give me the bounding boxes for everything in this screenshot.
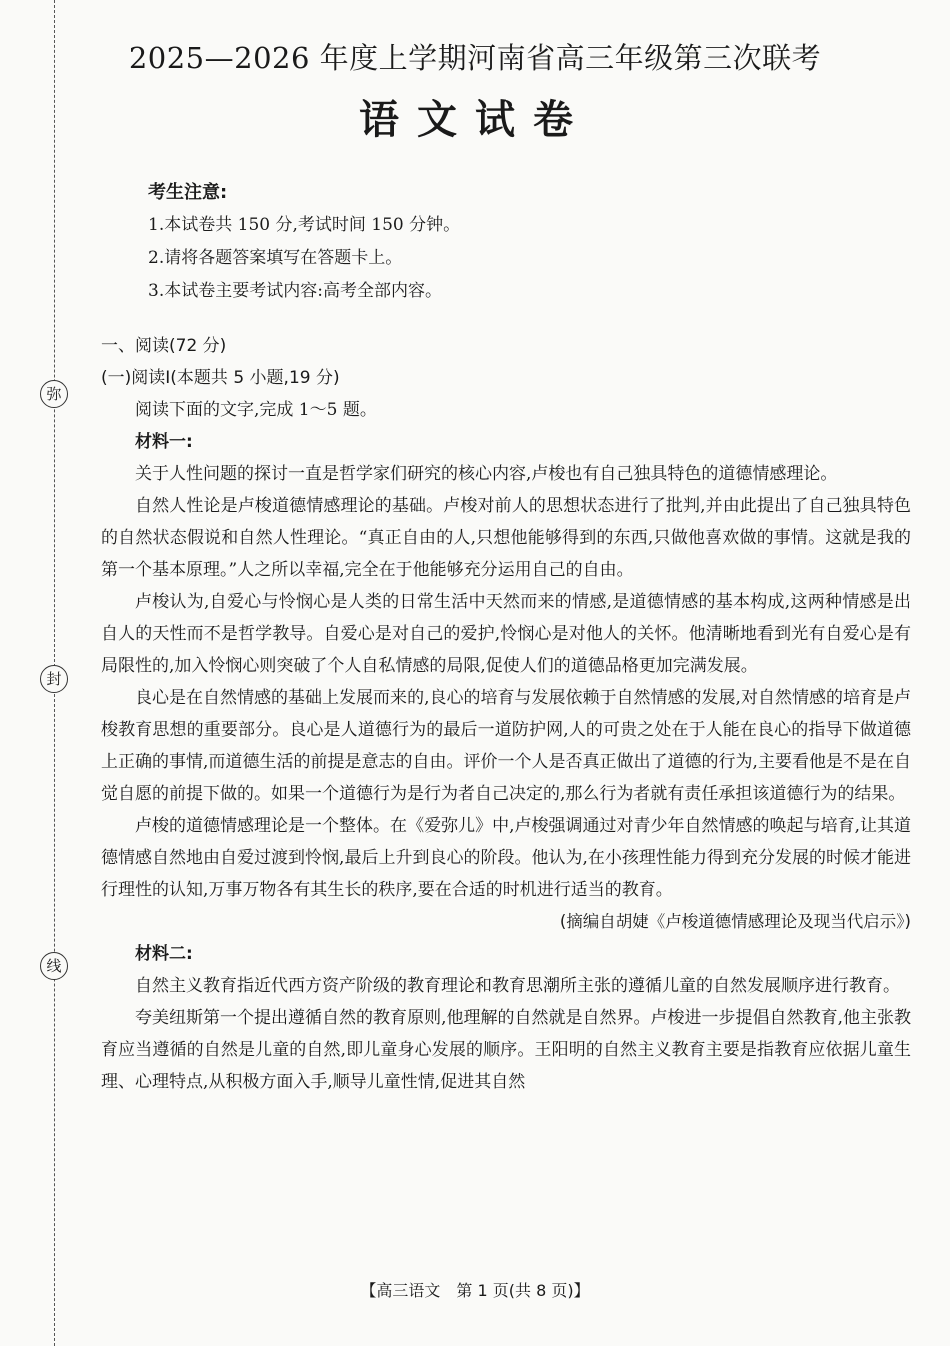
reading-section: [101, 330, 911, 1098]
subject-title: 语文试卷: [359, 97, 591, 143]
material-1-paragraph: 良心是在自然情感的基础上发展而来的,良心的培育与发展依赖于自然情感的发展,对自然情感的培育是卢梭教育思想的重要部分。良心是人道德行为的最后一道防护网,人的可贵之处在于人能在良心的指导下做道德上正确的事情,而道德生活的前提是意志的自由。评价一个人是否真正做出了道德的行为,主要看他是不是在自觉自愿的前提下做的。如果一个道德行为是行为者自己决定的,那么行为者就有责任承担该道德行为的结果。: [101, 688, 911, 804]
material-2-paragraph: 夸美纽斯第一个提出遵循自然的教育原则,他理解的自然就是自然界。卢梭进一步提倡自然教育,他主张教育应当遵循的自然是儿童的自然,即儿童身心发展的顺序。王阳明的自然主义教育主要是指教育应依据儿童生理、心理特点,从积极方面入手,顺导儿童性情,促进其自然: [101, 1008, 911, 1092]
exam-title: 2025—2026 年度上学期河南省高三年级第三次联考: [128, 41, 822, 75]
notice-item: 3.本试卷主要考试内容:高考全部内容。: [148, 281, 442, 301]
material-1-paragraph: 自然人性论是卢梭道德情感理论的基础。卢梭对前人的思想状态进行了批判,并由此提出了自己独具特色的自然状态假说和自然人性理论。“真正自由的人,只想他能够得到的东西,只做他喜欢做的事情。这就是我的第一个基本原理。”人之所以幸福,完全在于他能够充分运用自己的自由。: [101, 496, 911, 580]
material-1-paragraph: 卢梭认为,自爱心与怜悯心是人类的日常生活中天然而来的情感,是道德情感的基本构成,这两种情感是出自人的天性而不是哲学教导。自爱心是对自己的爱护,怜悯心是对他人的关怀。他清晰地看到光有自爱心是有局限性的,加入怜悯心则突破了个人自私情感的局限,促使人们的道德品格更加完满发展。: [101, 592, 911, 676]
section-heading: 一、阅读(72 分): [101, 336, 227, 356]
material-1-label: 材料一:: [135, 432, 193, 452]
seal-mark-feng: 封: [40, 665, 68, 693]
material-1-paragraph: 关于人性问题的探讨一直是哲学家们研究的核心内容,卢梭也有自己独具特色的道德情感理论。: [135, 464, 838, 484]
seal-mark-mi: 弥: [40, 380, 68, 408]
material-2-label: 材料二:: [135, 944, 193, 964]
seal-mark-xian: 线: [40, 952, 68, 980]
material-1-paragraph: 卢梭的道德情感理论是一个整体。在《爱弥儿》中,卢梭强调通过对青少年自然情感的唤起与培育,让其道德情感自然地由自爱过渡到怜悯,最后上升到良心的阶段。他认为,在小孩理性能力得到充分发展的时候才能进行理性的认知,万事万物各有其生长的秩序,要在合适的时机进行适当的教育。: [101, 816, 911, 900]
notice-item: 1.本试卷共 150 分,考试时间 150 分钟。: [148, 215, 461, 235]
candidate-notice: [148, 176, 460, 308]
sub-section-heading: (一)阅读Ⅰ(本题共 5 小题,19 分): [101, 368, 340, 388]
material-2-paragraph: 自然主义教育指近代西方资产阶级的教育理论和教育思潮所主张的遵循儿童的自然发展顺序进行教育。: [135, 976, 900, 996]
notice-item: 2.请将各题答案填写在答题卡上。: [148, 248, 403, 268]
page-footer: 【高三语文 第 1 页(共 8 页)】: [360, 1281, 590, 1300]
material-1-source: (摘编自胡婕《卢梭道德情感理论及现当代启示》): [559, 912, 911, 931]
notice-heading: 考生注意:: [148, 182, 228, 203]
instruction: 阅读下面的文字,完成 1～5 题。: [135, 400, 377, 420]
